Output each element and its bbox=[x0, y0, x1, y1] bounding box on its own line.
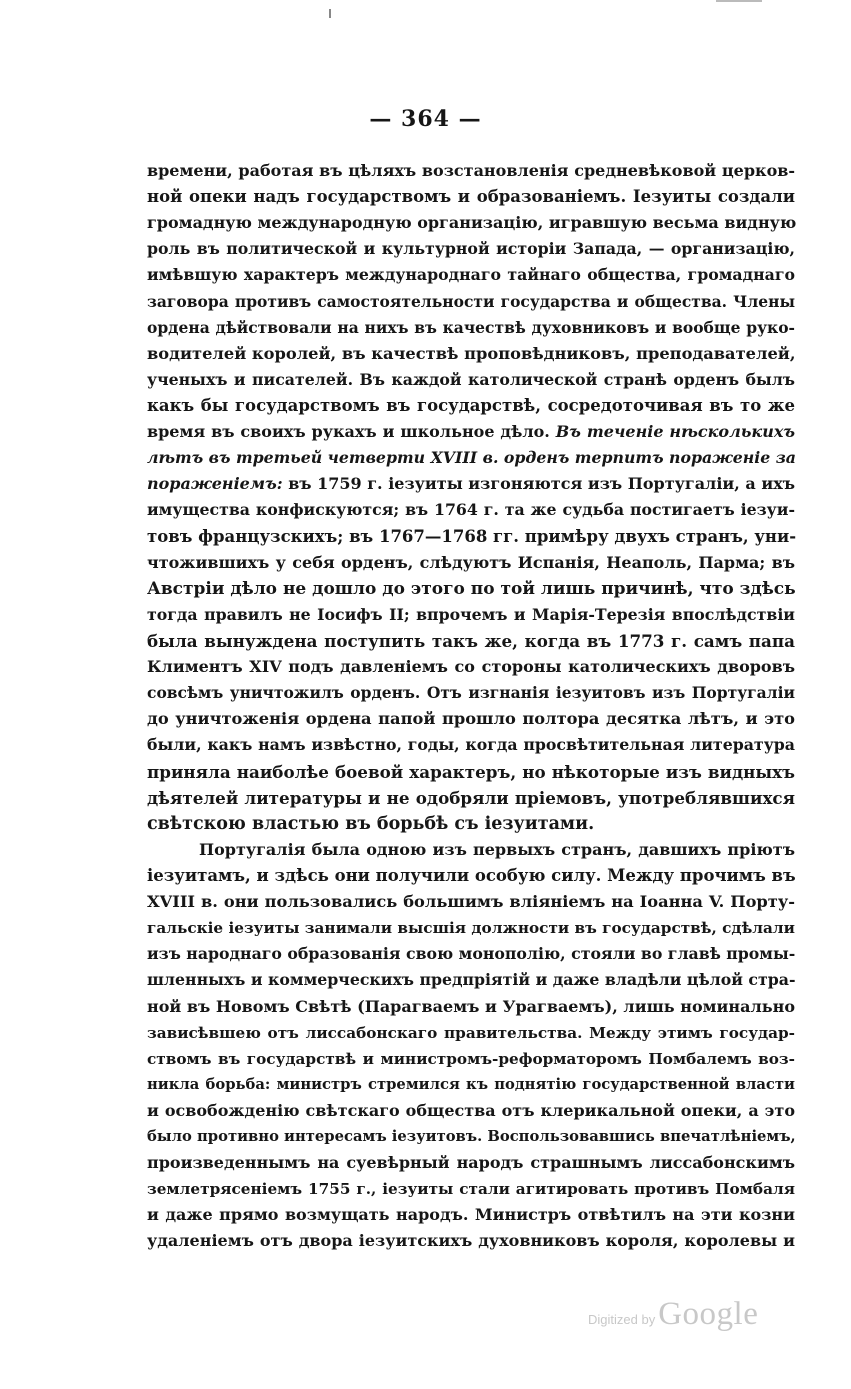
text-line bbox=[147, 550, 795, 576]
text-line bbox=[147, 628, 795, 654]
page-number: — 364 — bbox=[369, 106, 482, 132]
text-segment: времени, работая въ цѣляхъ возстановленія средневѣковой церков- bbox=[147, 161, 795, 180]
text-line bbox=[147, 393, 795, 419]
text-line bbox=[147, 1098, 795, 1124]
text-segment: Климентъ XIV подъ давленіемъ со стороны католическихъ дворовъ bbox=[147, 657, 795, 677]
text-segment: свѣтскою властью въ борьбѣ съ іезуитами. bbox=[147, 813, 595, 834]
text-line bbox=[147, 602, 795, 628]
body-text bbox=[147, 158, 795, 1255]
text-segment: время въ своихъ рукахъ и школьное дѣло. bbox=[147, 422, 550, 442]
text-line bbox=[147, 367, 795, 393]
text-segment: и даже прямо возмущать народъ. Министръ отвѣтилъ на эти козни bbox=[147, 1205, 795, 1225]
text-segment: приняла наиболѣе боевой характеръ, но нѣкоторые изъ видныхъ bbox=[147, 761, 795, 782]
text-line bbox=[147, 419, 795, 445]
text-line bbox=[147, 1150, 795, 1176]
google-logo: Google bbox=[658, 1296, 759, 1332]
text-line bbox=[147, 706, 795, 732]
text-line bbox=[147, 576, 795, 602]
text-segment: ордена дѣйствовали на нихъ въ качествѣ духовниковъ и вообще руко- bbox=[147, 317, 795, 337]
text-segment: заговора противъ самостоятельности государства и общества. Члены bbox=[147, 291, 795, 311]
text-line bbox=[147, 497, 795, 523]
text-segment: Австріи дѣло не дошло до этого по той лишь причинѣ, что здѣсь bbox=[147, 578, 796, 599]
text-segment: имѣвшую характеръ международнаго тайнаго общества, громаднаго bbox=[147, 265, 795, 285]
text-segment: ствомъ въ государствѣ и министромъ-реформаторомъ Помбалемъ воз- bbox=[147, 1049, 795, 1068]
text-segment: совсѣмъ уничтожилъ орденъ. Отъ изгнанія іезуитовъ изъ Португаліи bbox=[147, 683, 795, 703]
text-segment: и освобожденію свѣтскаго общества отъ клерикальной опеки, а это bbox=[147, 1100, 795, 1120]
text-line bbox=[147, 210, 795, 236]
text-line bbox=[147, 680, 795, 706]
text-segment: дѣятелей литературы и не одобряли пріемовъ, употреблявшихся bbox=[147, 787, 795, 808]
text-line bbox=[147, 471, 795, 497]
text-line bbox=[147, 1176, 795, 1202]
text-segment: изъ народнаго образованія свою монополію, стояли во главѣ промы- bbox=[147, 944, 796, 964]
text-segment: зависѣвшею отъ лиссабонскаго правительства. Между этимъ государ- bbox=[147, 1023, 795, 1042]
text-line bbox=[147, 915, 795, 941]
text-line bbox=[147, 889, 795, 915]
text-line bbox=[147, 1124, 795, 1150]
text-segment: произведеннымъ на суевѣрный народъ страшнымъ лиссабонскимъ bbox=[147, 1153, 795, 1173]
text-line bbox=[147, 654, 795, 680]
text-line bbox=[147, 262, 795, 288]
text-line bbox=[147, 236, 795, 262]
text-line bbox=[147, 1072, 795, 1098]
text-segment: товъ французскихъ; въ 1767—1768 гг. примѣру двухъ странъ, уни- bbox=[147, 526, 797, 546]
text-segment: гальскіе іезуиты занимали высшія должности въ государствѣ, сдѣлали bbox=[147, 919, 795, 938]
text-segment: была вынуждена поступить такъ же, когда въ 1773 г. самъ папа bbox=[147, 630, 795, 651]
text-line bbox=[147, 341, 795, 367]
text-segment: землетрясеніемъ 1755 г., іезуиты стали агитировать противъ Помбаля bbox=[147, 1180, 795, 1199]
text-line bbox=[147, 1020, 795, 1046]
text-segment: никла борьба: министръ стремился къ поднятію государственной власти bbox=[147, 1075, 795, 1093]
text-line bbox=[147, 1228, 795, 1254]
text-line bbox=[147, 1202, 795, 1228]
text-line bbox=[147, 785, 795, 811]
text-segment: было противно интересамъ іезуитовъ. Воспользовавшись впечатлѣніемъ, bbox=[147, 1128, 796, 1146]
text-segment: ной опеки надъ государствомъ и образованіемъ. Іезуиты создали bbox=[147, 187, 795, 207]
text-line bbox=[147, 315, 795, 341]
text-segment: тогда правилъ не Іосифъ II; впрочемъ и Марія-Терезія впослѣдствіи bbox=[147, 604, 795, 624]
text-segment: въ 1759 г. іезуиты изгоняются изъ Португаліи, а ихъ bbox=[288, 474, 796, 494]
text-segment: іезуитамъ, и здѣсь они получили особую силу. Между прочимъ въ bbox=[147, 865, 796, 885]
text-line bbox=[147, 811, 795, 837]
text-segment: до уничтоженія ордена папой прошло полтора десятка лѣтъ, и это bbox=[147, 709, 795, 729]
text-segment: какъ бы государствомъ въ государствѣ, сосредоточивая въ то же bbox=[147, 395, 795, 415]
scan-speck bbox=[329, 9, 331, 18]
text-line bbox=[147, 1046, 795, 1072]
text-line bbox=[147, 837, 795, 863]
text-segment: шленныхъ и коммерческихъ предпріятій и даже владѣли цѣлой стра- bbox=[147, 970, 796, 990]
text-segment: громадную международную организацію, игравшую весьма видную bbox=[147, 213, 797, 233]
digitized-by-google-watermark bbox=[588, 1296, 758, 1333]
watermark-prefix: Digitized by bbox=[588, 1312, 656, 1327]
text-line bbox=[147, 941, 795, 967]
text-line bbox=[147, 289, 795, 315]
text-segment: XVIII в. они пользовались большимъ вліяніемъ на Іоанна V. Порту- bbox=[147, 892, 795, 912]
text-segment: были, какъ намъ извѣстно, годы, когда просвѣтительная литература bbox=[147, 735, 795, 755]
text-line bbox=[147, 158, 795, 184]
italic-segment: Въ теченіе нѣсколькихъ bbox=[555, 422, 796, 442]
text-segment: водителей королей, въ качествѣ проповѣдниковъ, преподавателей, bbox=[147, 343, 796, 363]
text-segment: роль въ политической и культурной исторіи Запада, — организацію, bbox=[147, 239, 795, 259]
text-line bbox=[147, 445, 795, 471]
text-segment: ученыхъ и писателей. Въ каждой католической странѣ орденъ былъ bbox=[147, 369, 795, 389]
text-segment: Португалія была одною изъ первыхъ странъ, давшихъ пріютъ bbox=[199, 839, 795, 859]
text-segment: чтожившихъ у себя орденъ, слѣдуютъ Испанія, Неаполь, Парма; въ bbox=[147, 552, 795, 572]
text-segment: ной въ Новомъ Свѣтѣ (Парагваемъ и Урагваемъ), лишь номинально bbox=[147, 996, 795, 1016]
text-segment: имущества конфискуются; въ 1764 г. та же судьба постигаетъ іезуи- bbox=[147, 500, 795, 520]
text-line bbox=[147, 524, 795, 550]
text-line bbox=[147, 967, 795, 993]
text-line bbox=[147, 732, 795, 758]
text-line bbox=[147, 184, 795, 210]
text-line bbox=[147, 759, 795, 785]
italic-segment: пораженіемъ: bbox=[147, 474, 283, 494]
text-line bbox=[147, 863, 795, 889]
scan-speck bbox=[716, 0, 762, 2]
text-line bbox=[147, 994, 795, 1020]
italic-segment: лѣтъ въ третьей четверти XVIII в. орденъ терпитъ пораженіе за bbox=[147, 448, 796, 468]
text-segment: удаленіемъ отъ двора іезуитскихъ духовниковъ короля, королевы и bbox=[147, 1231, 795, 1251]
